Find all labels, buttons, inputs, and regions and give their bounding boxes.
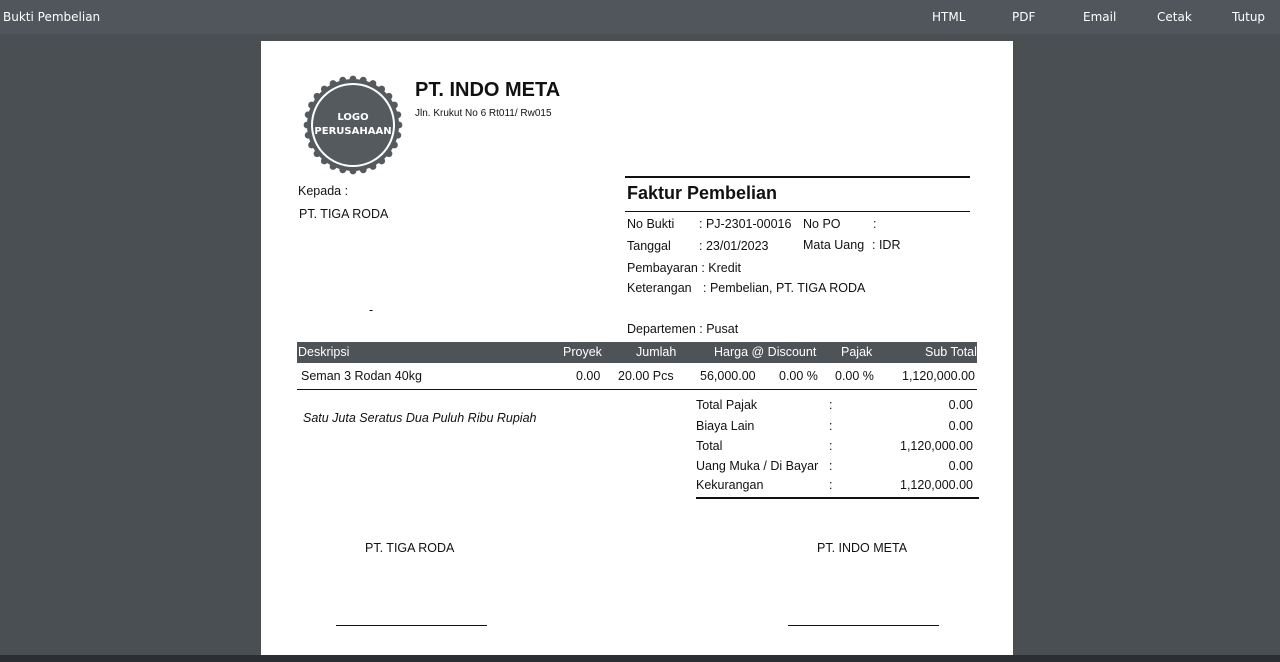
table-header bbox=[297, 342, 977, 363]
logo-seal-tooth bbox=[391, 102, 398, 109]
no-po-value: : bbox=[873, 217, 877, 231]
row-jumlah: 20.00 Pcs bbox=[618, 369, 674, 383]
summary-colon: : bbox=[829, 419, 833, 433]
logo-seal-tooth bbox=[378, 158, 385, 165]
logo-seal-tooth bbox=[378, 86, 385, 93]
logo-seal-tooth bbox=[304, 122, 311, 129]
logo-seal-tooth bbox=[308, 102, 315, 109]
summary-colon: : bbox=[829, 459, 833, 473]
summary-label: Biaya Lain bbox=[696, 419, 755, 433]
email-button[interactable]: Email bbox=[1083, 10, 1117, 24]
logo-seal-tooth bbox=[386, 93, 393, 100]
summary-label: Total bbox=[696, 439, 723, 453]
row-subtotal: 1,120,000.00 bbox=[902, 369, 975, 383]
summary-colon: : bbox=[829, 398, 833, 412]
summary-value: 0.00 bbox=[948, 459, 973, 473]
mata-uang-label: Mata Uang bbox=[803, 238, 865, 252]
col-proyek: Proyek bbox=[563, 345, 602, 359]
departemen: Departemen : Pusat bbox=[627, 322, 739, 336]
signature-right-name: PT. INDO META bbox=[817, 541, 908, 555]
keterangan-value: : Pembelian, PT. TIGA RODA bbox=[703, 281, 866, 295]
col-subtotal: Sub Total bbox=[925, 345, 977, 359]
amount-in-words: Satu Juta Seratus Dua Puluh Ribu Rupiah bbox=[303, 411, 537, 425]
invoice-page bbox=[261, 41, 1013, 655]
summary-value: 1,120,000.00 bbox=[900, 439, 973, 453]
row-harga: 56,000.00 bbox=[700, 369, 756, 383]
logo-seal-tooth bbox=[391, 142, 398, 149]
signature-left-name: PT. TIGA RODA bbox=[365, 541, 455, 555]
bottom-bar bbox=[0, 655, 1280, 662]
logo-seal-tooth bbox=[305, 111, 312, 118]
mata-uang-value: : IDR bbox=[872, 238, 901, 252]
title-bottom-rule bbox=[625, 211, 970, 212]
logo-seal-tooth bbox=[321, 86, 328, 93]
col-deskripsi: Deskripsi bbox=[298, 345, 350, 359]
logo-seal-tooth bbox=[370, 80, 377, 87]
company-logo bbox=[303, 75, 403, 175]
logo-text-1: LOGO bbox=[337, 112, 369, 123]
tanggal-value: : 23/01/2023 bbox=[699, 239, 769, 253]
row-proyek: 0.00 bbox=[576, 369, 601, 383]
window-title: Bukti Pembelian bbox=[3, 10, 101, 24]
print-button[interactable]: Cetak bbox=[1157, 10, 1192, 24]
logo-seal-tooth bbox=[370, 163, 377, 170]
summary-colon: : bbox=[829, 439, 833, 453]
html-button[interactable]: HTML bbox=[932, 10, 966, 24]
close-button[interactable]: Tutup bbox=[1232, 10, 1266, 24]
col-jumlah: Jumlah bbox=[636, 345, 677, 359]
no-po-label: No PO bbox=[803, 217, 841, 231]
logo-seal-tooth bbox=[394, 132, 401, 139]
logo-seal-tooth bbox=[350, 168, 357, 175]
document-title: Faktur Pembelian bbox=[627, 183, 778, 203]
summary-label: Kekurangan bbox=[696, 478, 764, 492]
company-name: PT. INDO META bbox=[415, 79, 561, 101]
summary-label: Total Pajak bbox=[696, 398, 758, 412]
no-bukti-label: No Bukti bbox=[627, 217, 675, 231]
row-discount: 0.00 % bbox=[779, 369, 818, 383]
logo-seal-tooth bbox=[330, 163, 337, 170]
logo-seal-tooth bbox=[330, 80, 337, 87]
recipient-dash: - bbox=[369, 303, 374, 317]
logo-seal-tooth bbox=[350, 76, 357, 83]
keterangan-label: Keterangan bbox=[627, 281, 692, 295]
toolbar bbox=[0, 0, 1280, 34]
signature-right-line bbox=[788, 625, 939, 626]
col-harga: Harga @ Discount bbox=[714, 345, 817, 359]
summary-colon: : bbox=[829, 478, 833, 492]
row-pajak: 0.00 % bbox=[835, 369, 874, 383]
logo-seal-tooth bbox=[314, 93, 321, 100]
logo-seal-tooth bbox=[360, 77, 367, 84]
logo-seal-tooth bbox=[396, 122, 403, 129]
table-bottom-rule bbox=[297, 389, 977, 390]
logo-seal-tooth bbox=[308, 142, 315, 149]
recipient-label: Kepada : bbox=[298, 184, 349, 198]
summary-value: 1,120,000.00 bbox=[900, 478, 973, 492]
summary-value: 0.00 bbox=[948, 398, 973, 412]
tanggal-label: Tanggal bbox=[627, 239, 671, 253]
logo-seal-tooth bbox=[360, 166, 367, 173]
logo-seal-tooth bbox=[314, 150, 321, 157]
signature-left-line bbox=[336, 625, 487, 626]
logo-seal-tooth bbox=[339, 166, 346, 173]
company-address: Jln. Krukut No 6 Rt011/ Rw015 bbox=[415, 108, 552, 119]
logo-seal-tooth bbox=[321, 158, 328, 165]
logo-seal-tooth bbox=[394, 111, 401, 118]
title-top-rule bbox=[625, 176, 970, 178]
logo-seal-tooth bbox=[386, 150, 393, 157]
col-pajak: Pajak bbox=[841, 345, 873, 359]
summary-label: Uang Muka / Di Bayar bbox=[696, 459, 819, 473]
row-deskripsi: Seman 3 Rodan 40kg bbox=[301, 369, 422, 383]
no-bukti-value: : PJ-2301-00016 bbox=[699, 217, 792, 231]
recipient-name: PT. TIGA RODA bbox=[299, 207, 389, 221]
pdf-button[interactable]: PDF bbox=[1012, 10, 1036, 24]
logo-seal-tooth bbox=[339, 77, 346, 84]
summary-value: 0.00 bbox=[948, 419, 973, 433]
pembayaran: Pembayaran : Kredit bbox=[627, 261, 741, 275]
summary-rule bbox=[696, 497, 979, 499]
logo-text-2: PERUSAHAAN bbox=[314, 126, 392, 137]
logo-seal-tooth bbox=[305, 132, 312, 139]
